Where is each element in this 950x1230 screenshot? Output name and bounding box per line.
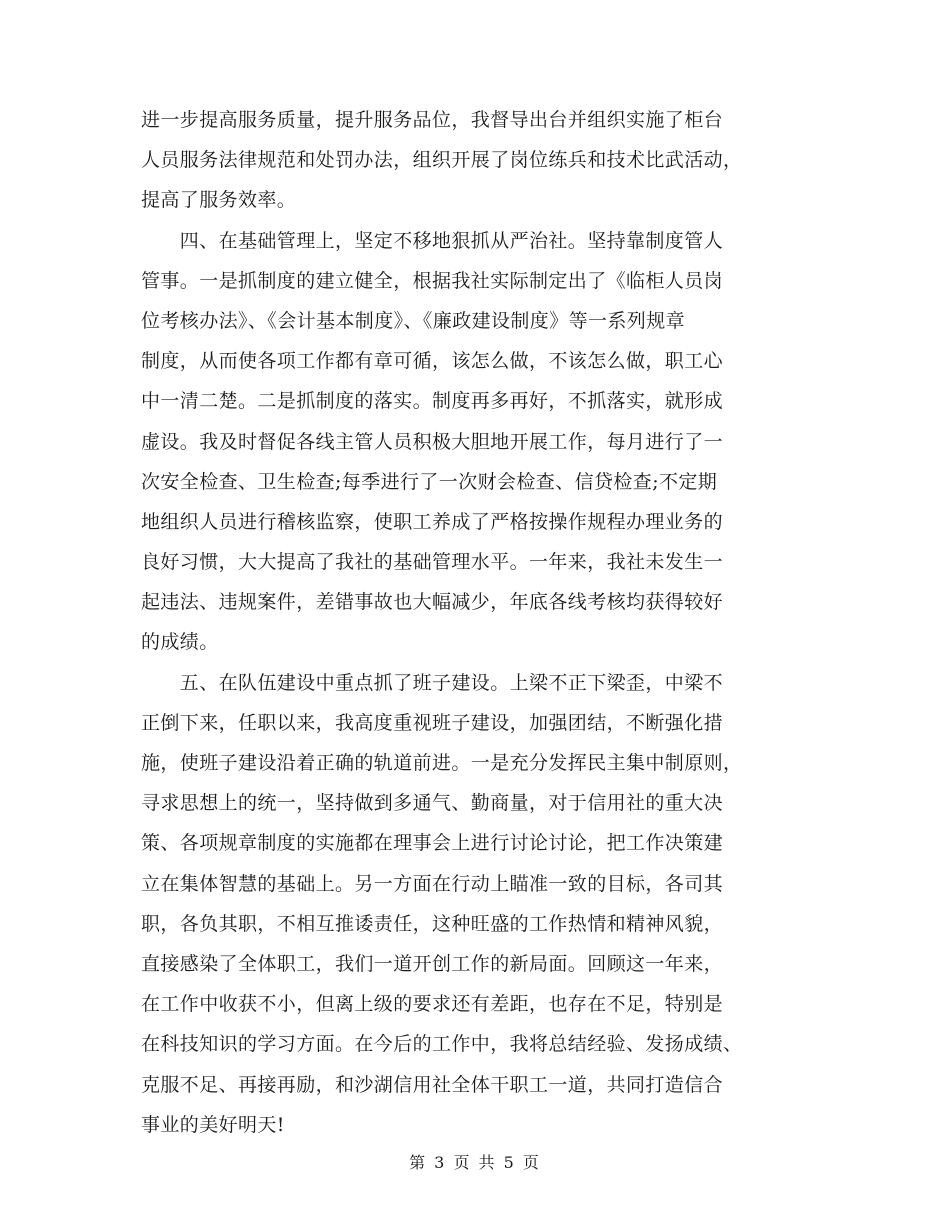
page-number-footer: 第 3 页 共 5 页 [409, 1153, 541, 1172]
text-line: 立在集体智慧的基础上。另一方面在行动上瞄准一致的目标，各司其 [141, 872, 724, 895]
text-line: 次安全检查、卫生检查;每季进行了一次财会检查、信贷检查;不定期 [141, 470, 718, 493]
text-line: 克服不足、再接再励，和沙湖信用社全体干职工一道，共同打造信合 [141, 1073, 724, 1096]
text-line: 直接感染了全体职工，我们一道开创工作的新局面。回顾这一年来， [141, 952, 724, 975]
text-line: 策、各项规章制度的实施都在理事会上进行讨论讨论，把工作决策建 [141, 832, 724, 855]
text-line: 四、在基础管理上，坚定不移地狠抓从严治社。坚持靠制度管人 [141, 229, 724, 252]
text-line: 良好习惯，大大提高了我社的基础管理水平。一年来，我社未发生一 [141, 551, 724, 574]
text-line: 虚设。我及时督促各线主管人员积极大胆地开展工作，每月进行了一 [141, 430, 724, 453]
body-text [141, 100, 821, 1145]
text-line: 施，使班子建设沿着正确的轨道前进。一是充分发挥民主集中制原则， [141, 752, 743, 774]
text-line: 提高了服务效率。 [141, 189, 297, 212]
text-line: 五、在队伍建设中重点抓了班子建设。上梁不正下梁歪，中梁不 [141, 671, 724, 694]
text-line: 事业的美好明天! [141, 1113, 285, 1136]
text-line: 寻求思想上的统一，坚持做到多通气、勤商量，对于信用社的重大决 [141, 792, 724, 815]
text-line: 起违法、违规案件，差错事故也大幅减少，年底各线考核均获得较好 [141, 591, 724, 614]
text-line: 在科技知识的学习方面。在今后的工作中，我将总结经验、发扬成绩、 [141, 1033, 743, 1056]
text-line: 制度，从而使各项工作都有章可循，该怎么做，不该怎么做，职工心 [141, 350, 724, 373]
text-line: 地组织人员进行稽核监察，使职工养成了严格按操作规程办理业务的 [141, 510, 724, 533]
text-line: 人员服务法律规范和处罚办法，组织开展了岗位练兵和技术比武活动， [141, 149, 743, 172]
text-line: 正倒下来，任职以来，我高度重视班子建设，加强团结，不断强化措 [141, 711, 724, 734]
text-line: 的成绩。 [141, 631, 219, 654]
text-line: 中一清二楚。二是抓制度的落实。制度再多再好，不抓落实，就形成 [141, 390, 724, 413]
text-line: 在工作中收获不小，但离上级的要求还有差距，也存在不足，特别是 [141, 993, 724, 1016]
text-line: 进一步提高服务质量，提升服务品位，我督导出台并组织实施了柜台 [141, 109, 724, 131]
text-line: 位考核办法》、《会计基本制度》、《廉政建设制度》等一系列规章 [141, 309, 686, 332]
text-line: 管事。一是抓制度的建立健全，根据我社实际制定出了《临柜人员岗 [141, 269, 724, 292]
text-line: 职，各负其职，不相互推诿责任，这种旺盛的工作热情和精神风貌， [141, 912, 724, 935]
